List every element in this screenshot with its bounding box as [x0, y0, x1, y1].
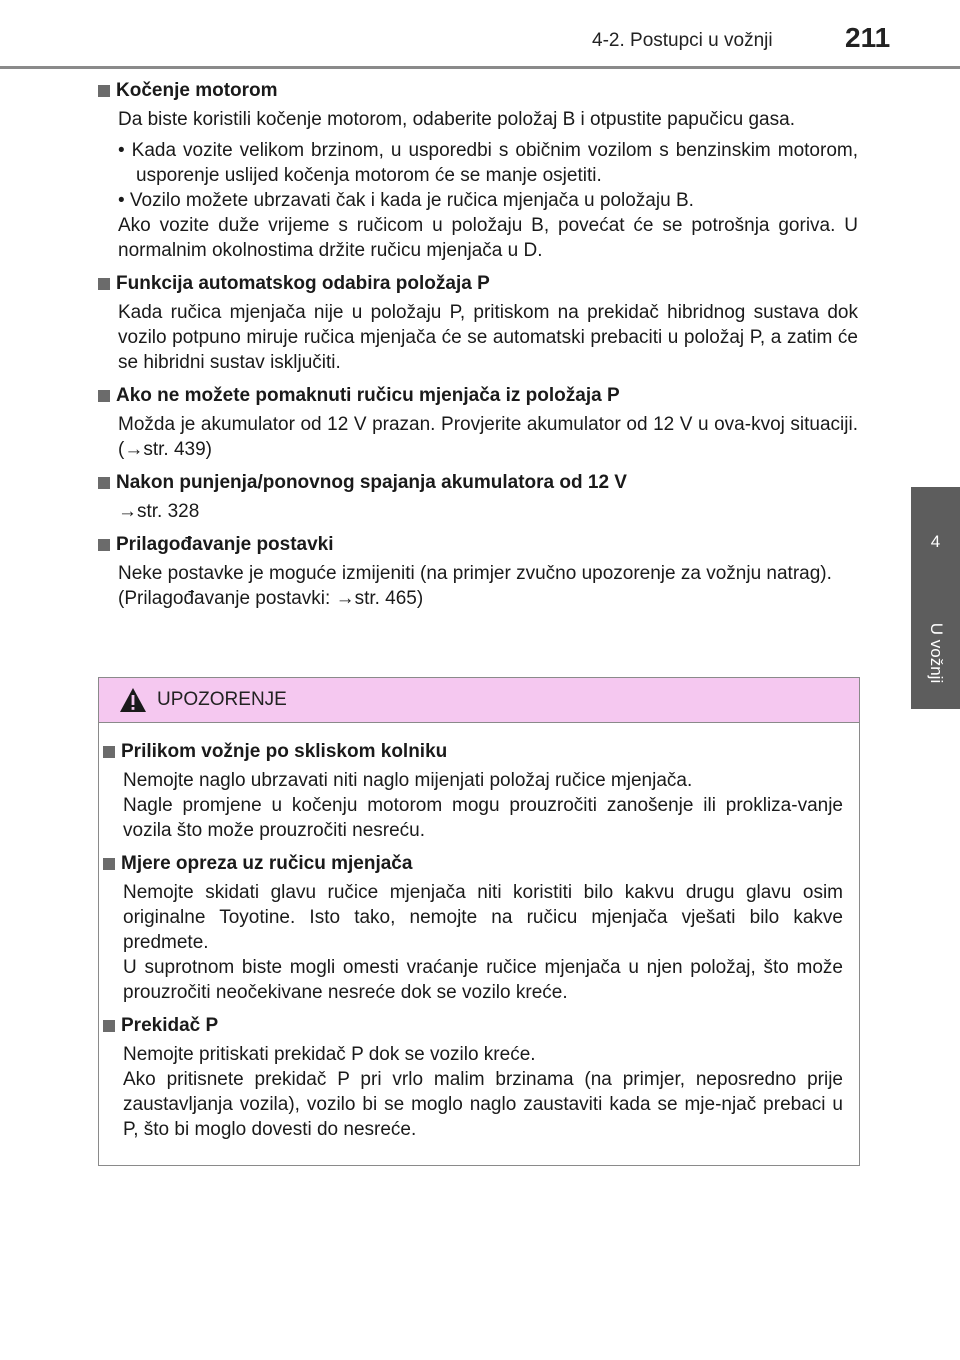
bullet-item: • Kada vozite velikom brzinom, u usporedbi s običnim vozilom s benzinskim motorom, usporenje uslijed kočenja motorom će se manje osjetiti.: [118, 140, 858, 186]
chapter-label-tab: [911, 597, 960, 709]
section-engine-braking: [98, 78, 858, 263]
square-bullet-icon: [98, 477, 110, 489]
section-title: [98, 470, 858, 495]
warning-section: [103, 851, 855, 1005]
section-title-text: Ako ne možete pomaknuti ručicu mjenjača iz položaja P: [116, 385, 620, 406]
square-bullet-icon: [98, 390, 110, 402]
warning-section-title-text: Prekidač P: [121, 1015, 219, 1036]
section-title: [98, 383, 858, 408]
chapter-tab: 4: [911, 487, 960, 597]
warning-section-title: [103, 1013, 855, 1038]
chapter-label: U vožnji: [926, 622, 946, 684]
warning-line: Nemojte naglo ubrzavati niti naglo mijenjati položaj ručice mjenjača.: [123, 770, 693, 791]
warning-line: Nemojte pritiskati prekidač P dok se vozilo kreće.: [123, 1044, 536, 1065]
section-title-text: Kočenje motorom: [116, 80, 278, 101]
section-paragraph: Ako vozite duže vrijeme s ručicom u položaju B, povećat će se potrošnja goriva. U normalnim okolnostima držite ručicu mjenjača u D.: [118, 215, 858, 261]
warning-triangle-icon: [119, 687, 147, 713]
warning-body: [99, 723, 859, 1142]
warning-section-title: [103, 851, 855, 876]
warning-header: [99, 678, 859, 723]
warning-section-title-text: Prilikom vožnje po skliskom kolniku: [121, 741, 448, 762]
section-auto-p: [98, 271, 858, 375]
warning-line: Ako pritisnete prekidač P pri vrlo malim brzinama (na primjer, neposredno prije zaustavljanja vozila), vozilo bi se moglo naglo zaustaviti kada se mje-njač prebaci u P, što bi moglo dovesti do nesreće.: [123, 1069, 843, 1140]
header-title: 4-2. Postupci u vožnji: [592, 30, 773, 51]
warning-section: [103, 1013, 855, 1142]
section-title-text: Nakon punjenja/ponovnog spajanja akumulatora od 12 V: [116, 472, 627, 493]
section-customization: [98, 532, 858, 611]
warning-line: U suprotnom biste mogli omesti vraćanje ručice mjenjača u njen položaj, što može prouzročiti neočekivane nesreće dok se vozilo kreće.: [123, 957, 843, 1003]
section-paragraph: Da biste koristili kočenje motorom, odaberite položaj B i otpustite papučicu gasa.: [118, 109, 795, 130]
section-title: [98, 78, 858, 103]
square-bullet-icon: [98, 278, 110, 290]
section-battery-reconnect: [98, 470, 858, 524]
section-paragraph: Kada ručica mjenjača nije u položaju P, pritiskom na prekidač hibridnog sustava dok vozilo potpuno miruje ručica mjenjača će se automatski prebaciti u položaj P, a zatim će se hibridni sustav isključiti.: [118, 302, 858, 373]
section-paragraph: Neke postavke je moguće izmijeniti (na primjer zvučno upozorenje za vožnju natrag).: [118, 563, 832, 584]
warning-box: [98, 677, 860, 1166]
header-rule: [0, 66, 960, 69]
square-bullet-icon: [103, 858, 115, 870]
section-title: [98, 271, 858, 296]
square-bullet-icon: [103, 1020, 115, 1032]
warning-line: Nagle promjene u kočenju motorom mogu prouzročiti zanošenje ili prokliza-vanje vozila što može prouzročiti nesreću.: [123, 795, 843, 841]
bullet-item: • Vozilo možete ubrzavati čak i kada je ručica mjenjača u položaju B.: [118, 190, 694, 211]
square-bullet-icon: [98, 539, 110, 551]
warning-section-title: [103, 739, 855, 764]
warning-line: Nemojte skidati glavu ručice mjenjača niti koristiti bilo kakvu drugu glavu osim originalne Toyotine. Isto tako, nemojte na ručicu mjenjača vješati bilo kakve predmete.: [123, 882, 843, 953]
square-bullet-icon: [103, 746, 115, 758]
section-cannot-move-lever: [98, 383, 858, 462]
section-title-text: Funkcija automatskog odabira položaja P: [116, 273, 490, 294]
page-reference: →str. 328: [118, 501, 200, 522]
warning-section: [103, 739, 855, 843]
square-bullet-icon: [98, 85, 110, 97]
section-title: [98, 532, 858, 557]
warning-title: UPOZORENJE: [157, 689, 287, 710]
main-content: [98, 78, 858, 619]
page-number: 211: [845, 22, 891, 53]
page-reference: (Prilagođavanje postavki: →str. 465): [118, 588, 424, 609]
section-title-text: Prilagođavanje postavki: [116, 534, 334, 555]
section-paragraph: Možda je akumulator od 12 V prazan. Provjerite akumulator od 12 V u ova-kvoj situaciji. (→str. 439): [118, 414, 858, 460]
warning-section-title-text: Mjere opreza uz ručicu mjenjača: [121, 853, 413, 874]
